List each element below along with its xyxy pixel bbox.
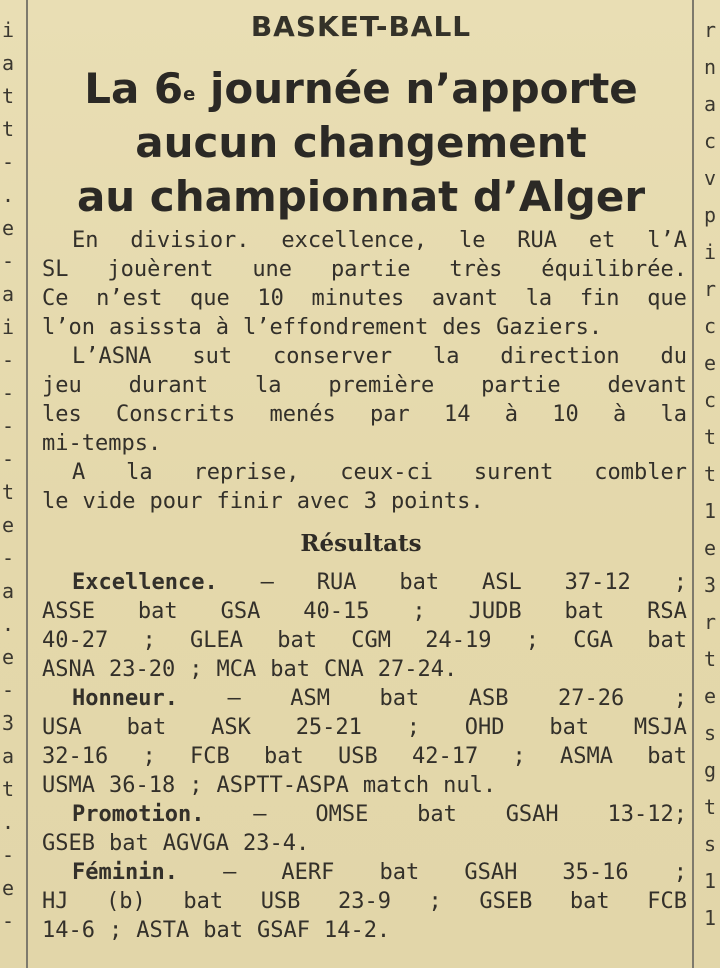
word: ASK xyxy=(211,715,251,740)
word: vide xyxy=(82,489,136,514)
word: fin xyxy=(579,286,620,311)
results-line xyxy=(42,858,687,887)
word: bat xyxy=(569,889,610,914)
word: les xyxy=(42,402,82,427)
word: match xyxy=(362,773,430,798)
word: 10 xyxy=(552,402,579,427)
edge-glyph: i xyxy=(704,240,717,264)
word: bat xyxy=(379,860,420,885)
word: jouèrent xyxy=(107,257,214,282)
word: GSA xyxy=(220,599,261,624)
word: ; xyxy=(189,657,203,682)
results-line xyxy=(42,597,687,626)
edge-glyph: 3 xyxy=(704,573,717,597)
word: sut xyxy=(192,344,233,369)
word: points. xyxy=(390,489,484,514)
edge-glyph: t xyxy=(704,425,717,449)
word: une xyxy=(252,257,293,282)
results-line xyxy=(42,713,687,742)
word: ; xyxy=(525,628,539,653)
results-line xyxy=(42,800,687,829)
word: 32-16 xyxy=(42,744,109,769)
word: 10 xyxy=(257,286,284,311)
word: GLEA xyxy=(189,628,243,653)
left-neighbour-column xyxy=(0,0,18,968)
word: devant xyxy=(607,373,687,398)
results-line xyxy=(42,568,687,597)
word: — xyxy=(227,686,241,711)
word: 23-20 xyxy=(108,657,176,682)
word: combler xyxy=(594,460,687,485)
word: des xyxy=(442,315,483,340)
word: Ce xyxy=(42,286,69,311)
right-column-rule xyxy=(692,0,694,968)
edge-glyph: n xyxy=(704,55,717,79)
word: à xyxy=(612,402,627,427)
word: CNA xyxy=(323,657,364,682)
results-line xyxy=(42,742,687,771)
word: du xyxy=(660,344,687,369)
word: 13-12; xyxy=(607,802,687,827)
edge-glyph: a xyxy=(2,282,15,306)
edge-glyph: r xyxy=(704,18,717,42)
word: bat xyxy=(564,599,605,624)
word: que xyxy=(647,286,687,311)
edge-glyph: t xyxy=(704,462,717,486)
word: 14 xyxy=(443,402,471,427)
word: équilibrée. xyxy=(541,257,687,282)
word: ; xyxy=(673,570,687,595)
paragraph-1-line xyxy=(42,255,687,284)
word: CGA xyxy=(573,628,613,653)
word: asissta xyxy=(108,315,202,340)
results-line xyxy=(42,887,687,916)
word: 27-26 xyxy=(557,686,625,711)
word: Gaziers. xyxy=(496,315,603,340)
word: ; xyxy=(512,744,526,769)
word: OHD xyxy=(464,715,505,740)
edge-glyph: r xyxy=(704,610,717,634)
word: conserver xyxy=(272,344,393,369)
edge-glyph: v xyxy=(704,166,717,190)
edge-glyph: t xyxy=(2,84,15,108)
word: JUDB xyxy=(468,599,522,624)
word: ASSE xyxy=(42,599,95,624)
word: 42-17 xyxy=(411,744,479,769)
results-heading: Résultats xyxy=(300,530,422,557)
word: ; xyxy=(406,715,420,740)
word: à xyxy=(215,315,229,340)
edge-glyph: e xyxy=(2,876,15,900)
article xyxy=(36,0,686,968)
edge-glyph: c xyxy=(704,129,717,153)
word: FCB xyxy=(647,889,687,914)
edge-glyph: 3 xyxy=(2,711,15,735)
results-line xyxy=(42,626,687,655)
word: par xyxy=(369,402,410,427)
word: bat xyxy=(183,889,224,914)
word: 27-24. xyxy=(377,657,458,682)
word: — xyxy=(223,860,237,885)
word: bat xyxy=(277,628,317,653)
word: ceux-ci xyxy=(340,460,434,485)
edge-glyph: - xyxy=(2,447,15,471)
paragraph-1-line xyxy=(42,284,687,313)
paragraph-2-line xyxy=(42,342,687,371)
word: ASM xyxy=(290,686,330,711)
word: menés xyxy=(269,402,336,427)
word: bat xyxy=(417,802,457,827)
edge-glyph: a xyxy=(2,744,15,768)
word: 23-9 xyxy=(338,889,391,914)
word: ; xyxy=(673,686,687,711)
word: 35-16 xyxy=(562,860,629,885)
word: bat xyxy=(379,686,420,711)
word: ; xyxy=(108,918,123,943)
results-line xyxy=(42,655,687,684)
edge-glyph: a xyxy=(2,51,15,75)
word: durant xyxy=(128,373,209,398)
word: ASPTT-ASPA xyxy=(216,773,349,798)
word: avant xyxy=(431,286,499,311)
word: USMA xyxy=(42,773,95,798)
word: GSAH xyxy=(464,860,518,885)
article-body xyxy=(42,226,687,526)
headline-line-1 xyxy=(36,62,686,116)
word: 25-21 xyxy=(295,715,362,740)
word: le xyxy=(458,228,486,253)
edge-glyph: - xyxy=(2,678,15,702)
word: bat xyxy=(647,628,687,653)
headline-line-1-end: journée n’apporte xyxy=(195,64,638,113)
word: l’on xyxy=(42,315,95,340)
word: bat xyxy=(203,918,243,943)
word: bat xyxy=(126,715,167,740)
headline-line-2: aucun changement xyxy=(135,118,587,167)
word: ; xyxy=(428,889,442,914)
word: SL xyxy=(42,257,69,282)
word: excellence, xyxy=(281,228,428,253)
headline-line-1-start: La 6 xyxy=(84,64,184,113)
word: Conscrits xyxy=(116,402,236,427)
headline-line-3: au championnat d’Alger xyxy=(76,172,646,221)
word: En xyxy=(72,228,99,253)
edge-glyph: - xyxy=(2,381,15,405)
edge-glyph: i xyxy=(2,18,15,42)
word: USB xyxy=(260,889,301,914)
word: partie xyxy=(481,373,561,398)
word: USB xyxy=(337,744,378,769)
word: ; xyxy=(142,744,156,769)
edge-glyph: 1 xyxy=(704,906,717,930)
edge-glyph: g xyxy=(704,758,717,782)
edge-glyph: - xyxy=(2,546,15,570)
word: USA xyxy=(42,715,82,740)
word: ASL xyxy=(481,570,522,595)
word: — xyxy=(253,802,267,827)
word: 40-27 xyxy=(42,628,109,653)
word: la xyxy=(660,402,687,427)
word: (b) xyxy=(106,889,146,914)
word: finir xyxy=(216,489,283,514)
word: bat xyxy=(263,744,304,769)
word: bat xyxy=(137,599,178,624)
word: AGVGA xyxy=(162,831,229,856)
word: RSA xyxy=(647,599,687,624)
word: minutes xyxy=(311,286,405,311)
headline-superscript: e xyxy=(183,84,196,105)
word: bat xyxy=(270,657,310,682)
word: Excellence. xyxy=(72,570,218,595)
edge-glyph: - xyxy=(2,249,15,273)
word: et xyxy=(588,228,616,253)
word: la xyxy=(525,286,553,311)
word: RUA xyxy=(517,228,558,253)
paragraph-2-line xyxy=(42,429,687,458)
word: bat xyxy=(399,570,440,595)
word: divisior. xyxy=(130,228,250,253)
word: 40-15 xyxy=(303,599,370,624)
word: première xyxy=(328,373,435,398)
edge-glyph: c xyxy=(704,388,717,412)
word: que xyxy=(189,286,230,311)
word: l’effondrement xyxy=(242,315,429,340)
edge-glyph: t xyxy=(704,647,717,671)
edge-glyph: s xyxy=(704,832,717,856)
edge-glyph: p xyxy=(704,203,717,227)
edge-glyph: a xyxy=(704,92,717,116)
word: jeu xyxy=(42,373,82,398)
word: Honneur. xyxy=(72,686,178,711)
word: 14-2. xyxy=(323,918,391,943)
paragraph-3-line xyxy=(42,487,687,516)
word: bat xyxy=(108,831,149,856)
edge-glyph: e xyxy=(2,645,15,669)
edge-glyph: . xyxy=(2,810,15,834)
paragraph-1-line xyxy=(42,226,687,255)
word: GSEB xyxy=(479,889,533,914)
word: GSAF xyxy=(256,918,310,943)
word: partie xyxy=(330,257,411,282)
edge-glyph: . xyxy=(2,612,15,636)
results-line xyxy=(42,684,687,713)
word: 36-18 xyxy=(108,773,176,798)
edge-glyph: - xyxy=(2,348,15,372)
word: AERF xyxy=(281,860,335,885)
word: surent xyxy=(473,460,554,485)
word: HJ xyxy=(42,889,69,914)
edge-glyph: t xyxy=(2,117,15,141)
word: ; xyxy=(189,773,203,798)
word: la xyxy=(126,460,153,485)
edge-glyph: r xyxy=(704,277,717,301)
word: OMSE xyxy=(315,802,369,827)
word: direction xyxy=(500,344,620,369)
edge-glyph: e xyxy=(704,684,717,708)
word: ASNA xyxy=(42,657,95,682)
word: pour xyxy=(149,489,203,514)
paragraph-2-line xyxy=(42,371,687,400)
paragraph-1-line xyxy=(42,313,687,342)
word: très xyxy=(449,257,503,282)
word: FCB xyxy=(189,744,230,769)
edge-glyph: t xyxy=(704,795,717,819)
edge-glyph: t xyxy=(2,777,15,801)
word: MSJA xyxy=(633,715,687,740)
word: reprise, xyxy=(193,460,300,485)
word: n’est xyxy=(96,286,163,311)
word: à xyxy=(504,402,518,427)
word: — xyxy=(260,570,274,595)
results-line xyxy=(42,916,687,945)
edge-glyph: e xyxy=(704,351,717,375)
word: GSAH xyxy=(505,802,559,827)
word: bat xyxy=(549,715,590,740)
edge-glyph: 1 xyxy=(704,499,717,523)
word: ; xyxy=(412,599,426,624)
edge-glyph: . xyxy=(2,183,15,207)
results-line xyxy=(42,771,687,800)
rubric: BASKET-BALL xyxy=(250,10,472,43)
word: la xyxy=(433,344,460,369)
word: A xyxy=(72,460,86,485)
word: le xyxy=(42,489,69,514)
word: GSEB xyxy=(42,831,95,856)
word: 3 xyxy=(363,489,377,514)
word: 14-6 xyxy=(42,918,95,943)
edge-glyph: s xyxy=(704,721,717,745)
left-column-rule xyxy=(26,0,28,968)
word: nul. xyxy=(443,773,497,798)
edge-glyph: - xyxy=(2,414,15,438)
results-line xyxy=(42,829,687,858)
edge-glyph: e xyxy=(704,536,717,560)
edge-glyph: - xyxy=(2,150,15,174)
word: CGM xyxy=(351,628,391,653)
paragraph-3-line xyxy=(42,458,687,487)
edge-glyph: e xyxy=(2,216,15,240)
word: ; xyxy=(142,628,156,653)
edge-glyph: 1 xyxy=(704,869,717,893)
edge-glyph: e xyxy=(2,513,15,537)
word: MCA xyxy=(216,657,257,682)
word: RUA xyxy=(316,570,357,595)
edge-glyph: i xyxy=(2,315,15,339)
word: ASB xyxy=(468,686,509,711)
word: Promotion. xyxy=(72,802,205,827)
edge-glyph: t xyxy=(2,480,15,504)
results-body xyxy=(42,568,687,968)
word: L’ASNA xyxy=(72,344,152,369)
word: avec xyxy=(296,489,350,514)
word: mi-temps. xyxy=(42,431,162,456)
word: ASMA xyxy=(559,744,613,769)
word: bat xyxy=(647,744,687,769)
word: 23-4. xyxy=(242,831,310,856)
word: ASTA xyxy=(136,918,190,943)
right-neighbour-column xyxy=(700,0,718,968)
word: 37-12 xyxy=(564,570,631,595)
paragraph-2-line xyxy=(42,400,687,429)
word: Féminin. xyxy=(72,860,178,885)
edge-glyph: c xyxy=(704,314,717,338)
word: 24-19 xyxy=(425,628,492,653)
edge-glyph: - xyxy=(2,909,15,933)
edge-glyph: a xyxy=(2,579,15,603)
word: l’A xyxy=(647,228,687,253)
word: ; xyxy=(673,860,687,885)
edge-glyph: - xyxy=(2,843,15,867)
word: la xyxy=(254,373,282,398)
